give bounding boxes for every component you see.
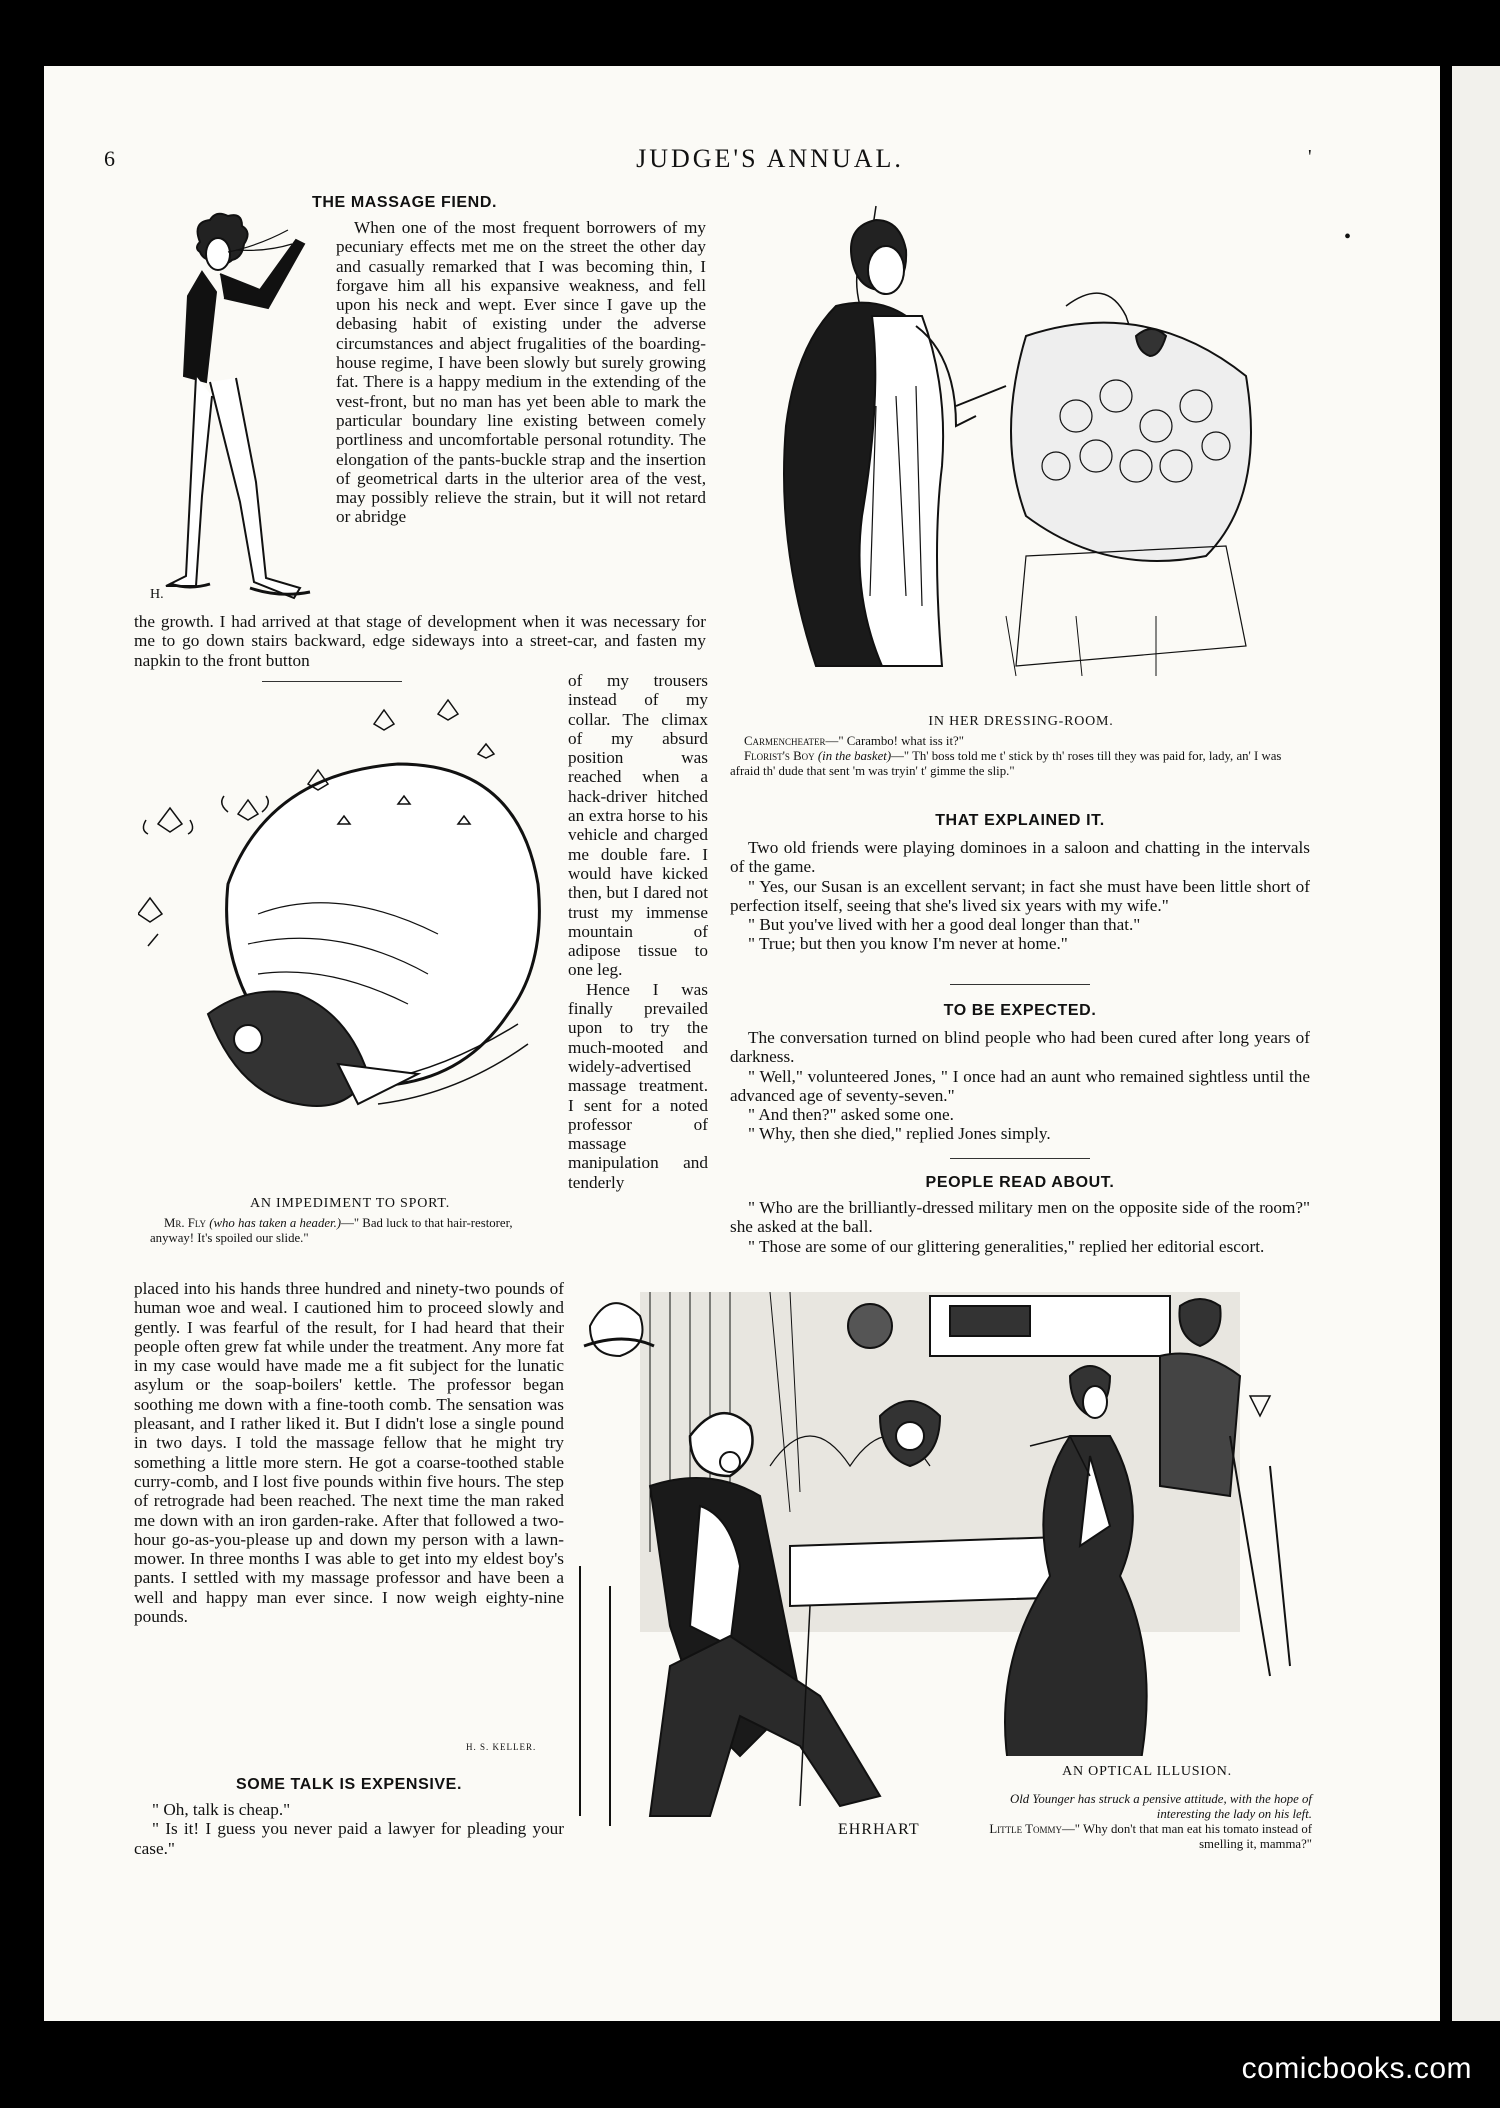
- divider-rule: [262, 681, 402, 682]
- talk-expensive-line-1: " Oh, talk is cheap.": [152, 1800, 291, 1819]
- explained-p2: " Yes, our Susan is an excellent servant; in fact she must have been little short of perfection itself, seeing that she's lived six years with my wife.": [730, 876, 1310, 915]
- dressing-room-illustration: [776, 196, 1266, 696]
- dressing-room-caption: IN HER DRESSING-ROOM.: [928, 714, 1114, 729]
- massage-fiend-lower: placed into his hands three hundred and ninety-two pounds of human woe and weal. I cautioned him to proceed slowly and gently. I was fearful of the result, for I had heard that their people often grew fat while under the treatment. Any more fat in my case would have made me a fit subject for the lunatic asylum or the soap-boilers' kettle. The professor began soothing me down with a fine-tooth comb. The sensation was pleasant, and I rather liked it. But I didn't lose a single pound in two days. I told the massage fellow that he might try something a little more stern. He got a coarse-toothed stable curry-comb, and I lost five pounds within five hours. The step of retrograde had been reached. The next time the man raked me down with an iron garden-rake. After that followed a two-hour go-as-you-please up and down my person with a lawn-mower. In three months I was able to get into my eldest boy's pants. I settled with my massage professor and have been a well and happy man ever since. I now weigh eighty-nine pounds.: [134, 1279, 564, 1627]
- expected-p2: " Well," volunteered Jones, " I once had an aunt who remained sightless until the advanced age of seventy-seven.": [730, 1066, 1310, 1105]
- massage-fiend-signature: H. S. KELLER.: [466, 1742, 537, 1752]
- margin-tick: ': [1308, 146, 1312, 168]
- smoking-man-illustration: [140, 212, 326, 608]
- massage-fiend-para-1-cont: the growth. I had arrived at that stage of development when it was necessary for me to go down stairs backward, edge sideways into a street-car, and fasten my napkin to the front button: [134, 612, 706, 670]
- optical-subcaption: [984, 1792, 1312, 1852]
- explained-body: [730, 838, 1310, 954]
- optical-illusion-illustration: [570, 1286, 1300, 1846]
- dressing-room-speaker-2: Florist's Boy: [744, 749, 815, 763]
- massage-fiend-narrow-1: of my trousers instead of my collar. The climax of my absurd position was reached when a hack-driver hitched an extra horse to his vehicle and charged me double fare. I would have kicked then, but I dared not trust my immense mountain of adipose tissue to one leg.: [568, 671, 708, 980]
- svg-text:H.: H.: [150, 587, 164, 602]
- running-head: JUDGE'S ANNUAL.: [636, 144, 904, 173]
- explained-p1: Two old friends were playing dominoes in a saloon and chatting in the intervals of the game.: [730, 838, 1310, 877]
- people-read-body: [730, 1198, 1310, 1256]
- massage-fiend-narrow-2: Hence I was finally prevailed upon to try the much-mooted and widely-advertised massage treatment. I sent for a noted professor of massage manipulation and tenderly: [568, 979, 708, 1192]
- dressing-room-line-2: —" Th' boss told me t' stick by th' roses till they was paid for, lady, an' I was afraid th' dude that sent 'm was tryin' t' gimme the slip.": [730, 749, 1282, 778]
- massage-fiend-para-1: When one of the most frequent borrowers of my pecuniary effects met me on the street the other day and casually remarked that I was becoming thin, I forgave him all his expansive weakness, and fell upon his neck and wept. Ever since I gave up the debasing habit of existing under the adverse circumstances and abject frugalities of the boarding-house regime, I have been slowly but surely growing fat. There is a happy medium in the extending of the vest-front, but no man has yet been able to mark the particular boundary line existing between comely portliness and uncomfortable personal rotundity. The elongation of the pants-buckle strap and the insertion of geometrical darts in the ulterior area of the vest, may possibly relieve the strain, but it will not retard or abridge: [336, 218, 706, 527]
- impediment-line: —" Bad luck to that hair-restorer, anyway! It's spoiled our slide.": [150, 1216, 513, 1245]
- talk-expensive-heading: SOME TALK IS EXPENSIVE.: [236, 1776, 462, 1793]
- massage-fiend-heading: THE MASSAGE FIEND.: [312, 194, 498, 211]
- massage-fiend-lower-col: [134, 1279, 564, 1626]
- people-read-heading: PEOPLE READ ABOUT.: [925, 1174, 1115, 1191]
- optical-line-1: Old Younger has struck a pensive attitude, with the hope of interesting the lady on his left.: [1009, 1792, 1312, 1821]
- facing-page-edge: [1446, 66, 1500, 2021]
- expected-p4: " Why, then she died," replied Jones simply.: [748, 1124, 1051, 1144]
- divider-rule: [950, 984, 1090, 985]
- impediment-subcaption: [150, 1216, 554, 1246]
- dressing-room-speaker-1: Carmencheater: [744, 734, 826, 748]
- impediment-speaker: Mr. Fly: [164, 1216, 206, 1230]
- dressing-room-stage-2: (in the basket): [817, 749, 892, 763]
- page-number: 6: [104, 146, 115, 171]
- divider-rule: [950, 1158, 1090, 1159]
- optical-artist-signature: EHRHART: [838, 1821, 920, 1838]
- expected-p3: " And then?" asked some one.: [748, 1105, 954, 1125]
- talk-expensive-line-2: " Is it! I guess you never paid a lawyer for pleading your case.": [134, 1819, 564, 1858]
- people-read-p1: " Who are the brilliantly-dressed military men on the opposite side of the room?" she asked at the ball.: [730, 1198, 1310, 1237]
- optical-caption: AN OPTICAL ILLUSION.: [1062, 1764, 1232, 1779]
- bald-head-flies-illustration: [138, 684, 558, 1144]
- people-read-p2: " Those are some of our glittering generalities," replied her editorial escort.: [748, 1236, 1265, 1256]
- optical-speaker: Little Tommy: [989, 1822, 1062, 1836]
- expected-body: [730, 1028, 1310, 1144]
- impediment-caption: AN IMPEDIMENT TO SPORT.: [249, 1196, 451, 1211]
- optical-line-2: —" Why don't that man eat his tomato instead of smelling it, mamma?": [1061, 1822, 1312, 1851]
- dressing-room-subcaption: [730, 734, 1310, 779]
- margin-dot: •: [1344, 226, 1352, 248]
- watermark: comicbooks.com: [1241, 2052, 1472, 2085]
- dressing-room-line-1: —" Carambo! what iss it?": [825, 734, 964, 748]
- explained-p4: " True; but then you know I'm never at home.": [748, 934, 1068, 954]
- impediment-stage: (who has taken a header.): [209, 1216, 342, 1230]
- talk-expensive-body: [134, 1800, 564, 1858]
- expected-heading: TO BE EXPECTED.: [943, 1002, 1097, 1019]
- explained-heading: THAT EXPLAINED IT.: [935, 812, 1105, 829]
- massage-fiend-col-top: [336, 218, 706, 527]
- explained-p3: " But you've lived with her a good deal longer than that.": [748, 915, 1141, 935]
- massage-fiend-narrow-col: [568, 671, 708, 1192]
- expected-p1: The conversation turned on blind people who had been cured after long years of darkness.: [730, 1028, 1310, 1067]
- massage-fiend-col-full: [134, 612, 706, 670]
